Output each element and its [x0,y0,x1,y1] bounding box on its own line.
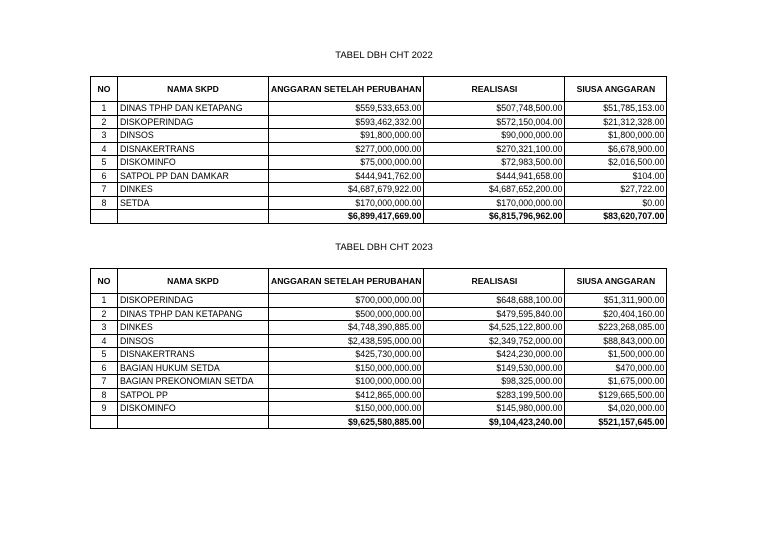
table-row [91,156,667,170]
row-anggaran: $150,000,000.00 [269,361,424,375]
header-nama-skpd: NAMA SKPD [118,269,269,294]
row-no: 7 [91,183,118,197]
row-name: SATPOL PP [118,388,269,402]
row-realisasi: $2,349,752,000.00 [424,334,565,348]
total-no-cell [91,415,118,429]
header-realisasi: REALISASI [424,77,565,102]
row-name: DISKOPERINDAG [118,294,269,308]
row-anggaran: $100,000,000.00 [269,375,424,389]
total-anggaran: $9,625,580,885.00 [269,415,424,429]
row-sisa: $470,000.00 [565,361,667,375]
row-name: BAGIAN HUKUM SETDA [118,361,269,375]
row-name: DISNAKERTRANS [118,142,269,156]
table-row [91,321,667,335]
row-realisasi: $149,530,000.00 [424,361,565,375]
row-sisa: $20,404,160.00 [565,307,667,321]
row-no: 3 [91,321,118,335]
row-realisasi: $90,000,000.00 [424,129,565,143]
row-anggaran: $150,000,000.00 [269,402,424,416]
row-name: SETDA [118,196,269,210]
row-no: 1 [91,294,118,308]
row-name: DINAS TPHP DAN KETAPANG [118,102,269,116]
total-realisasi: $6,815,796,962.00 [424,210,565,224]
row-anggaran: $4,748,390,885.00 [269,321,424,335]
row-realisasi: $4,687,652,200.00 [424,183,565,197]
table-2022 [90,76,667,224]
row-sisa: $51,311,900.00 [565,294,667,308]
row-anggaran: $500,000,000.00 [269,307,424,321]
row-no: 5 [91,156,118,170]
row-realisasi: $98,325,000.00 [424,375,565,389]
header-anggaran: ANGGARAN SETELAH PERUBAHAN [269,77,424,102]
total-row [91,415,667,429]
row-no: 4 [91,142,118,156]
row-sisa: $1,500,000.00 [565,348,667,362]
row-anggaran: $444,941,762.00 [269,169,424,183]
row-no: 2 [91,307,118,321]
row-anggaran: $593,462,332.00 [269,115,424,129]
row-sisa: $1,800,000.00 [565,129,667,143]
row-name: DISNAKERTRANS [118,348,269,362]
total-name-cell [118,415,269,429]
row-anggaran: $170,000,000.00 [269,196,424,210]
table-header-row [91,269,667,294]
row-no: 1 [91,102,118,116]
row-no: 2 [91,115,118,129]
total-anggaran: $6,899,417,669.00 [269,210,424,224]
table-row [91,307,667,321]
row-sisa: $88,843,000.00 [565,334,667,348]
row-name: SATPOL PP DAN DAMKAR [118,169,269,183]
header-anggaran: ANGGARAN SETELAH PERUBAHAN [269,269,424,294]
table-2023-title: TABEL DBH CHT 2023 [335,242,433,253]
row-name: DINKES [118,183,269,197]
row-anggaran: $700,000,000.00 [269,294,424,308]
row-anggaran: $425,730,000.00 [269,348,424,362]
table-row [91,361,667,375]
total-row [91,210,667,224]
header-realisasi: REALISASI [424,269,565,294]
header-nama-skpd: NAMA SKPD [118,77,269,102]
row-no: 5 [91,348,118,362]
row-realisasi: $444,941,658.00 [424,169,565,183]
table-2022-title: TABEL DBH CHT 2022 [335,50,433,61]
row-no: 7 [91,375,118,389]
row-no: 9 [91,402,118,416]
row-realisasi: $145,980,000.00 [424,402,565,416]
row-no: 6 [91,361,118,375]
row-anggaran: $412,865,000.00 [269,388,424,402]
row-no: 8 [91,388,118,402]
row-sisa: $1,675,000.00 [565,375,667,389]
total-no-cell [91,210,118,224]
header-no: NO [91,77,118,102]
row-sisa: $4,020,000.00 [565,402,667,416]
table-2023-body [91,294,667,429]
table-row [91,115,667,129]
row-name: DISKOMINFO [118,156,269,170]
table-row [91,375,667,389]
table-row [91,102,667,116]
row-realisasi: $479,595,840.00 [424,307,565,321]
row-anggaran: $75,000,000.00 [269,156,424,170]
header-no: NO [91,269,118,294]
row-realisasi: $270,321,100.00 [424,142,565,156]
total-sisa: $521,157,645.00 [565,415,667,429]
row-name: DINSOS [118,129,269,143]
table-row [91,196,667,210]
row-anggaran: $91,800,000.00 [269,129,424,143]
table-row [91,402,667,416]
row-name: DISKOPERINDAG [118,115,269,129]
row-sisa: $223,268,085.00 [565,321,667,335]
table-row [91,183,667,197]
row-sisa: $51,785,153.00 [565,102,667,116]
row-anggaran: $277,000,000.00 [269,142,424,156]
row-name: DINKES [118,321,269,335]
row-anggaran: $559,533,653.00 [269,102,424,116]
row-realisasi: $572,150,004.00 [424,115,565,129]
table-row [91,129,667,143]
table-row [91,142,667,156]
row-no: 4 [91,334,118,348]
row-realisasi: $72,983,500.00 [424,156,565,170]
table-row [91,388,667,402]
row-sisa: $0.00 [565,196,667,210]
table-2022-body [91,102,667,224]
row-no: 8 [91,196,118,210]
row-name: DINAS TPHP DAN KETAPANG [118,307,269,321]
row-realisasi: $283,199,500.00 [424,388,565,402]
row-sisa: $2,016,500.00 [565,156,667,170]
row-sisa: $27,722.00 [565,183,667,197]
header-sisa: SIUSA ANGGARAN [565,269,667,294]
table-header-row [91,77,667,102]
table-row [91,348,667,362]
row-realisasi: $170,000,000.00 [424,196,565,210]
table-row [91,334,667,348]
total-name-cell [118,210,269,224]
total-sisa: $83,620,707.00 [565,210,667,224]
row-sisa: $21,312,328.00 [565,115,667,129]
row-name: BAGIAN PREKONOMIAN SETDA [118,375,269,389]
row-no: 3 [91,129,118,143]
row-no: 6 [91,169,118,183]
row-anggaran: $2,438,595,000.00 [269,334,424,348]
row-anggaran: $4,687,679,922.00 [269,183,424,197]
row-realisasi: $648,688,100.00 [424,294,565,308]
row-realisasi: $4,525,122,800.00 [424,321,565,335]
table-2023 [90,268,667,429]
header-sisa: SIUSA ANGGARAN [565,77,667,102]
row-realisasi: $507,748,500.00 [424,102,565,116]
table-row [91,169,667,183]
row-name: DINSOS [118,334,269,348]
row-sisa: $129,665,500.00 [565,388,667,402]
row-sisa: $104.00 [565,169,667,183]
table-row [91,294,667,308]
row-realisasi: $424,230,000.00 [424,348,565,362]
row-name: DISKOMINFO [118,402,269,416]
total-realisasi: $9,104,423,240.00 [424,415,565,429]
row-sisa: $6,678,900.00 [565,142,667,156]
